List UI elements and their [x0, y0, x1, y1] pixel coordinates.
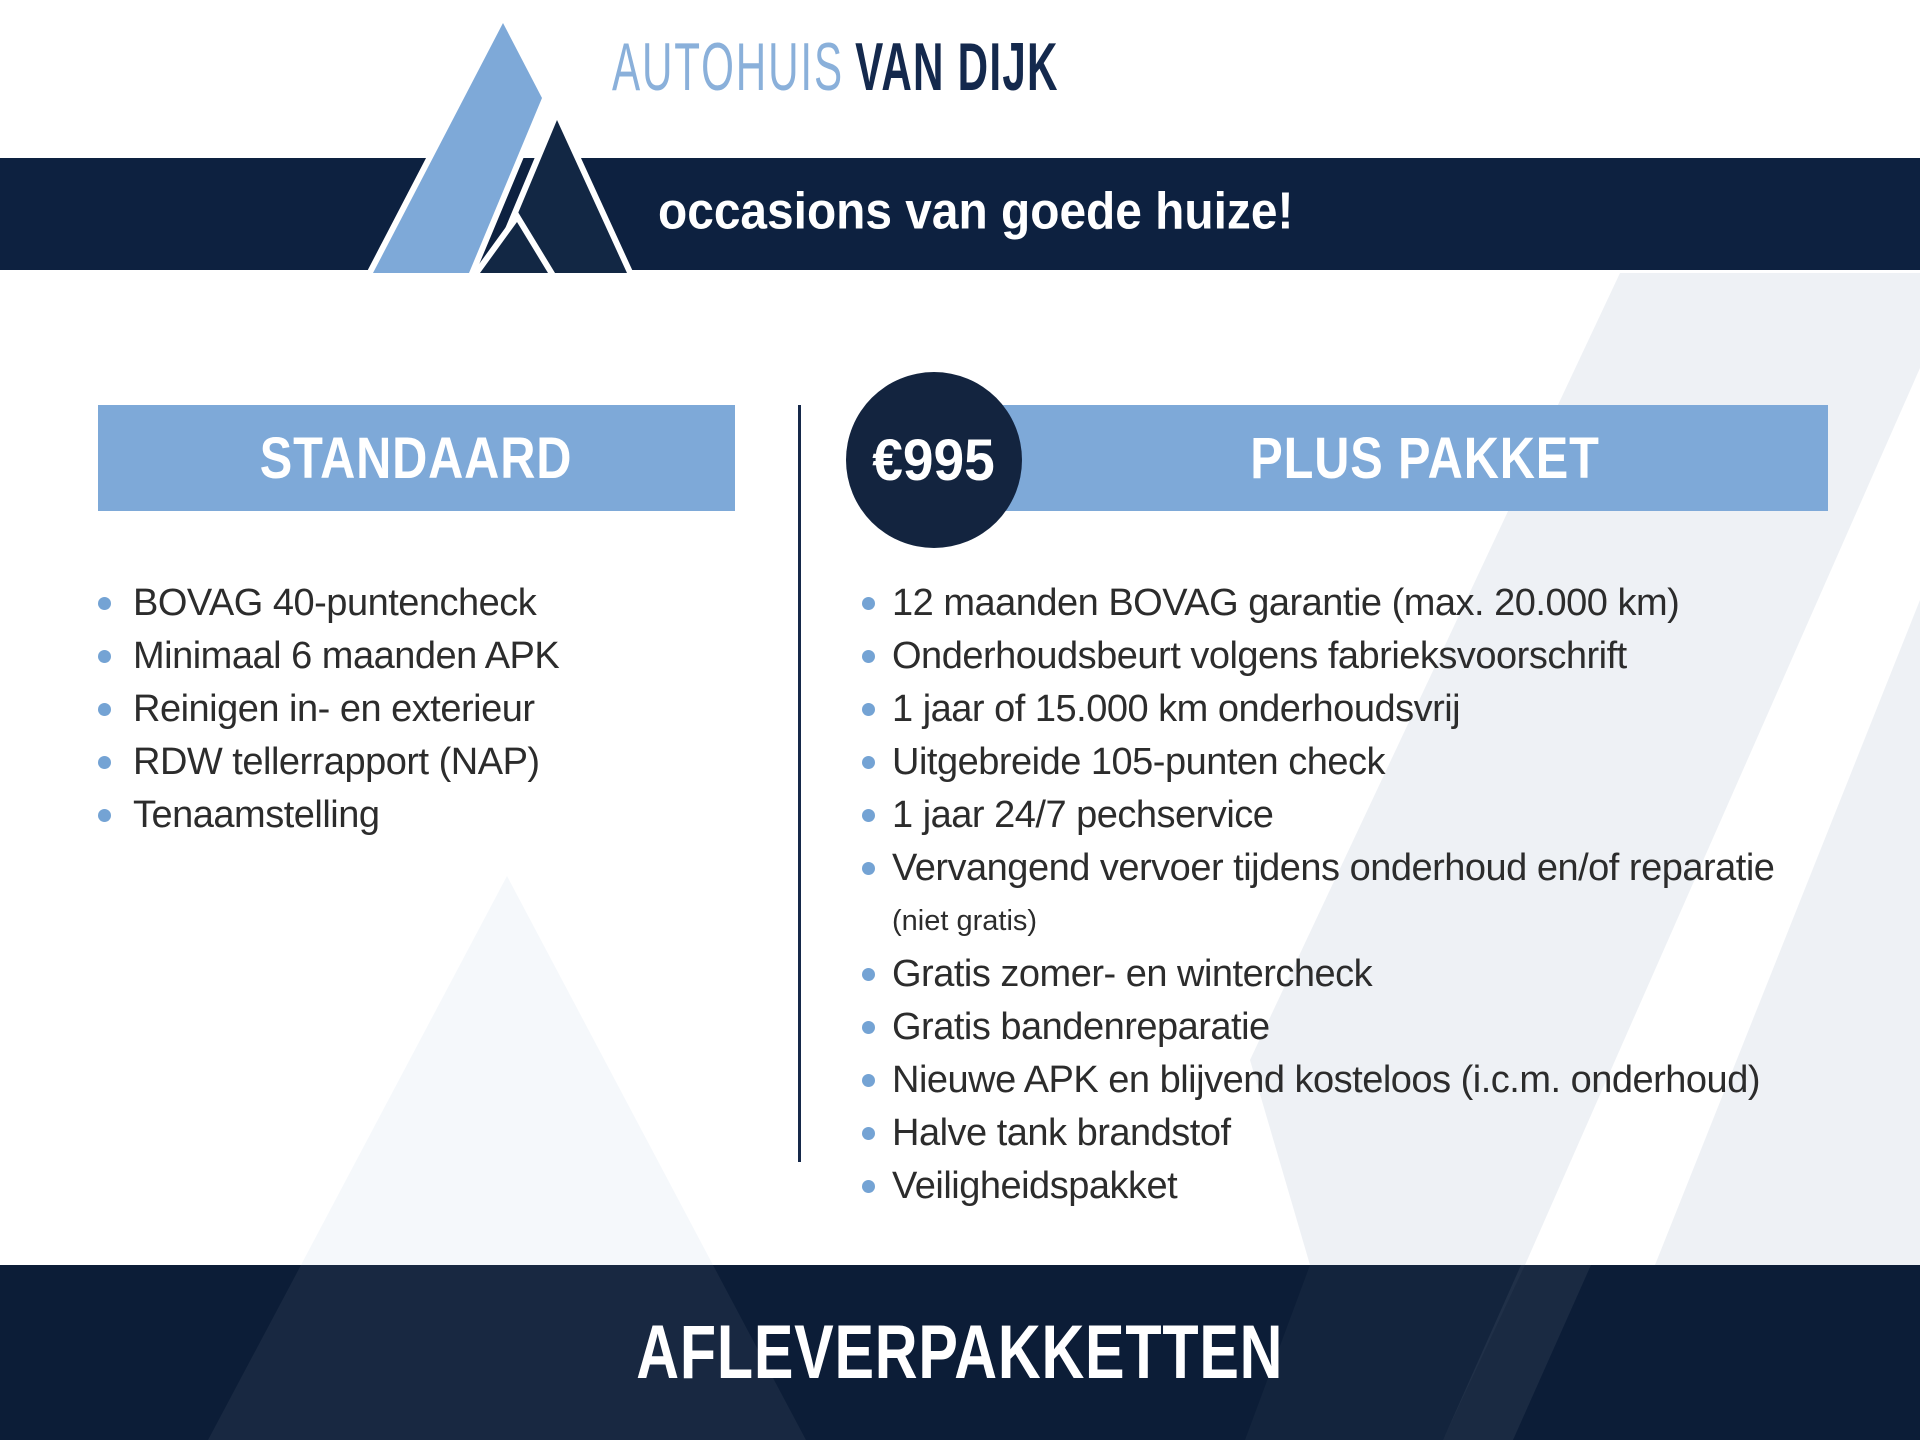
- list-item: [92, 736, 559, 789]
- standard-header-bar: [98, 405, 735, 511]
- bullet-icon: [862, 1074, 875, 1087]
- list-item-text: Uitgebreide 105-punten check: [892, 741, 1386, 783]
- list-item: [856, 1054, 1774, 1107]
- list-item: [92, 630, 559, 683]
- list-item: [856, 1001, 1774, 1054]
- footer-title: AFLEVERPAKKETTEN: [636, 1310, 1284, 1395]
- bullet-icon: [862, 756, 875, 769]
- bullet-icon: [862, 1180, 875, 1193]
- list-item-text: Nieuwe APK en blijvend kosteloos (i.c.m. onderhoud): [892, 1059, 1760, 1101]
- list-item: [856, 577, 1774, 630]
- list-item-text: RDW tellerrapport (NAP): [133, 741, 540, 783]
- list-item-text: 12 maanden BOVAG garantie (max. 20.000 km): [892, 582, 1680, 624]
- standard-title: STANDAARD: [260, 425, 573, 491]
- list-item-text: Minimaal 6 maanden APK: [133, 635, 560, 677]
- bullet-icon: [862, 862, 875, 875]
- list-item-text: Onderhoudsbeurt volgens fabrieksvoorschrift: [892, 635, 1627, 677]
- list-item-text: Gratis bandenreparatie: [892, 1006, 1270, 1048]
- bullet-icon: [862, 650, 875, 663]
- bullet-icon: [862, 809, 875, 822]
- bullet-icon: [862, 1021, 875, 1034]
- bullet-icon: [862, 703, 875, 716]
- list-item: [856, 630, 1774, 683]
- column-divider: [798, 405, 801, 1162]
- footer-band: [0, 1265, 1920, 1440]
- brand-name-bold: VAN DIJK: [855, 29, 1059, 105]
- list-item: [92, 789, 559, 842]
- bullet-icon: [862, 1127, 875, 1140]
- list-item-text: Vervangend vervoer tijdens onderhoud en/of reparatie: [892, 847, 1775, 889]
- list-item: [856, 842, 1774, 895]
- watermark-triangle-left: [301, 876, 713, 1265]
- plus-title: PLUS PAKKET: [1250, 425, 1600, 491]
- brand-title: [612, 29, 1059, 105]
- list-item-text: BOVAG 40-puntencheck: [133, 582, 537, 624]
- bullet-icon: [98, 597, 111, 610]
- price-badge: [846, 372, 1022, 548]
- list-item: [856, 789, 1774, 842]
- list-item: [856, 683, 1774, 736]
- brand-name-light: AUTOHUIS: [612, 29, 844, 105]
- list-item-text: Tenaamstelling: [133, 794, 380, 836]
- list-item: [856, 1160, 1774, 1213]
- price-value: €995: [872, 427, 996, 493]
- list-item: [856, 948, 1774, 1001]
- list-item-text: Gratis zomer- en wintercheck: [892, 953, 1373, 995]
- list-item-text: 1 jaar 24/7 pechservice: [892, 794, 1274, 836]
- list-item-text: (niet gratis): [892, 905, 1038, 937]
- standard-list: [92, 577, 559, 842]
- bullet-icon: [98, 650, 111, 663]
- bullet-icon: [98, 703, 111, 716]
- plus-list: [856, 577, 1774, 1213]
- plus-header-bar: [930, 405, 1828, 511]
- list-item-text: Halve tank brandstof: [892, 1112, 1231, 1154]
- bullet-icon: [862, 597, 875, 610]
- banner: [0, 158, 1920, 270]
- bullet-icon: [98, 756, 111, 769]
- bullet-icon: [862, 968, 875, 981]
- list-item: [92, 683, 559, 736]
- list-item-text: 1 jaar of 15.000 km onderhoudsvrij: [892, 688, 1461, 730]
- banner-tagline: occasions van goede huize!: [658, 182, 1294, 241]
- list-item-text: Veiligheidspakket: [892, 1165, 1178, 1207]
- list-item-text: Reinigen in- en exterieur: [133, 688, 535, 730]
- list-item: [856, 895, 1774, 948]
- list-item: [856, 1107, 1774, 1160]
- list-item: [856, 736, 1774, 789]
- bullet-icon: [98, 809, 111, 822]
- list-item: [92, 577, 559, 630]
